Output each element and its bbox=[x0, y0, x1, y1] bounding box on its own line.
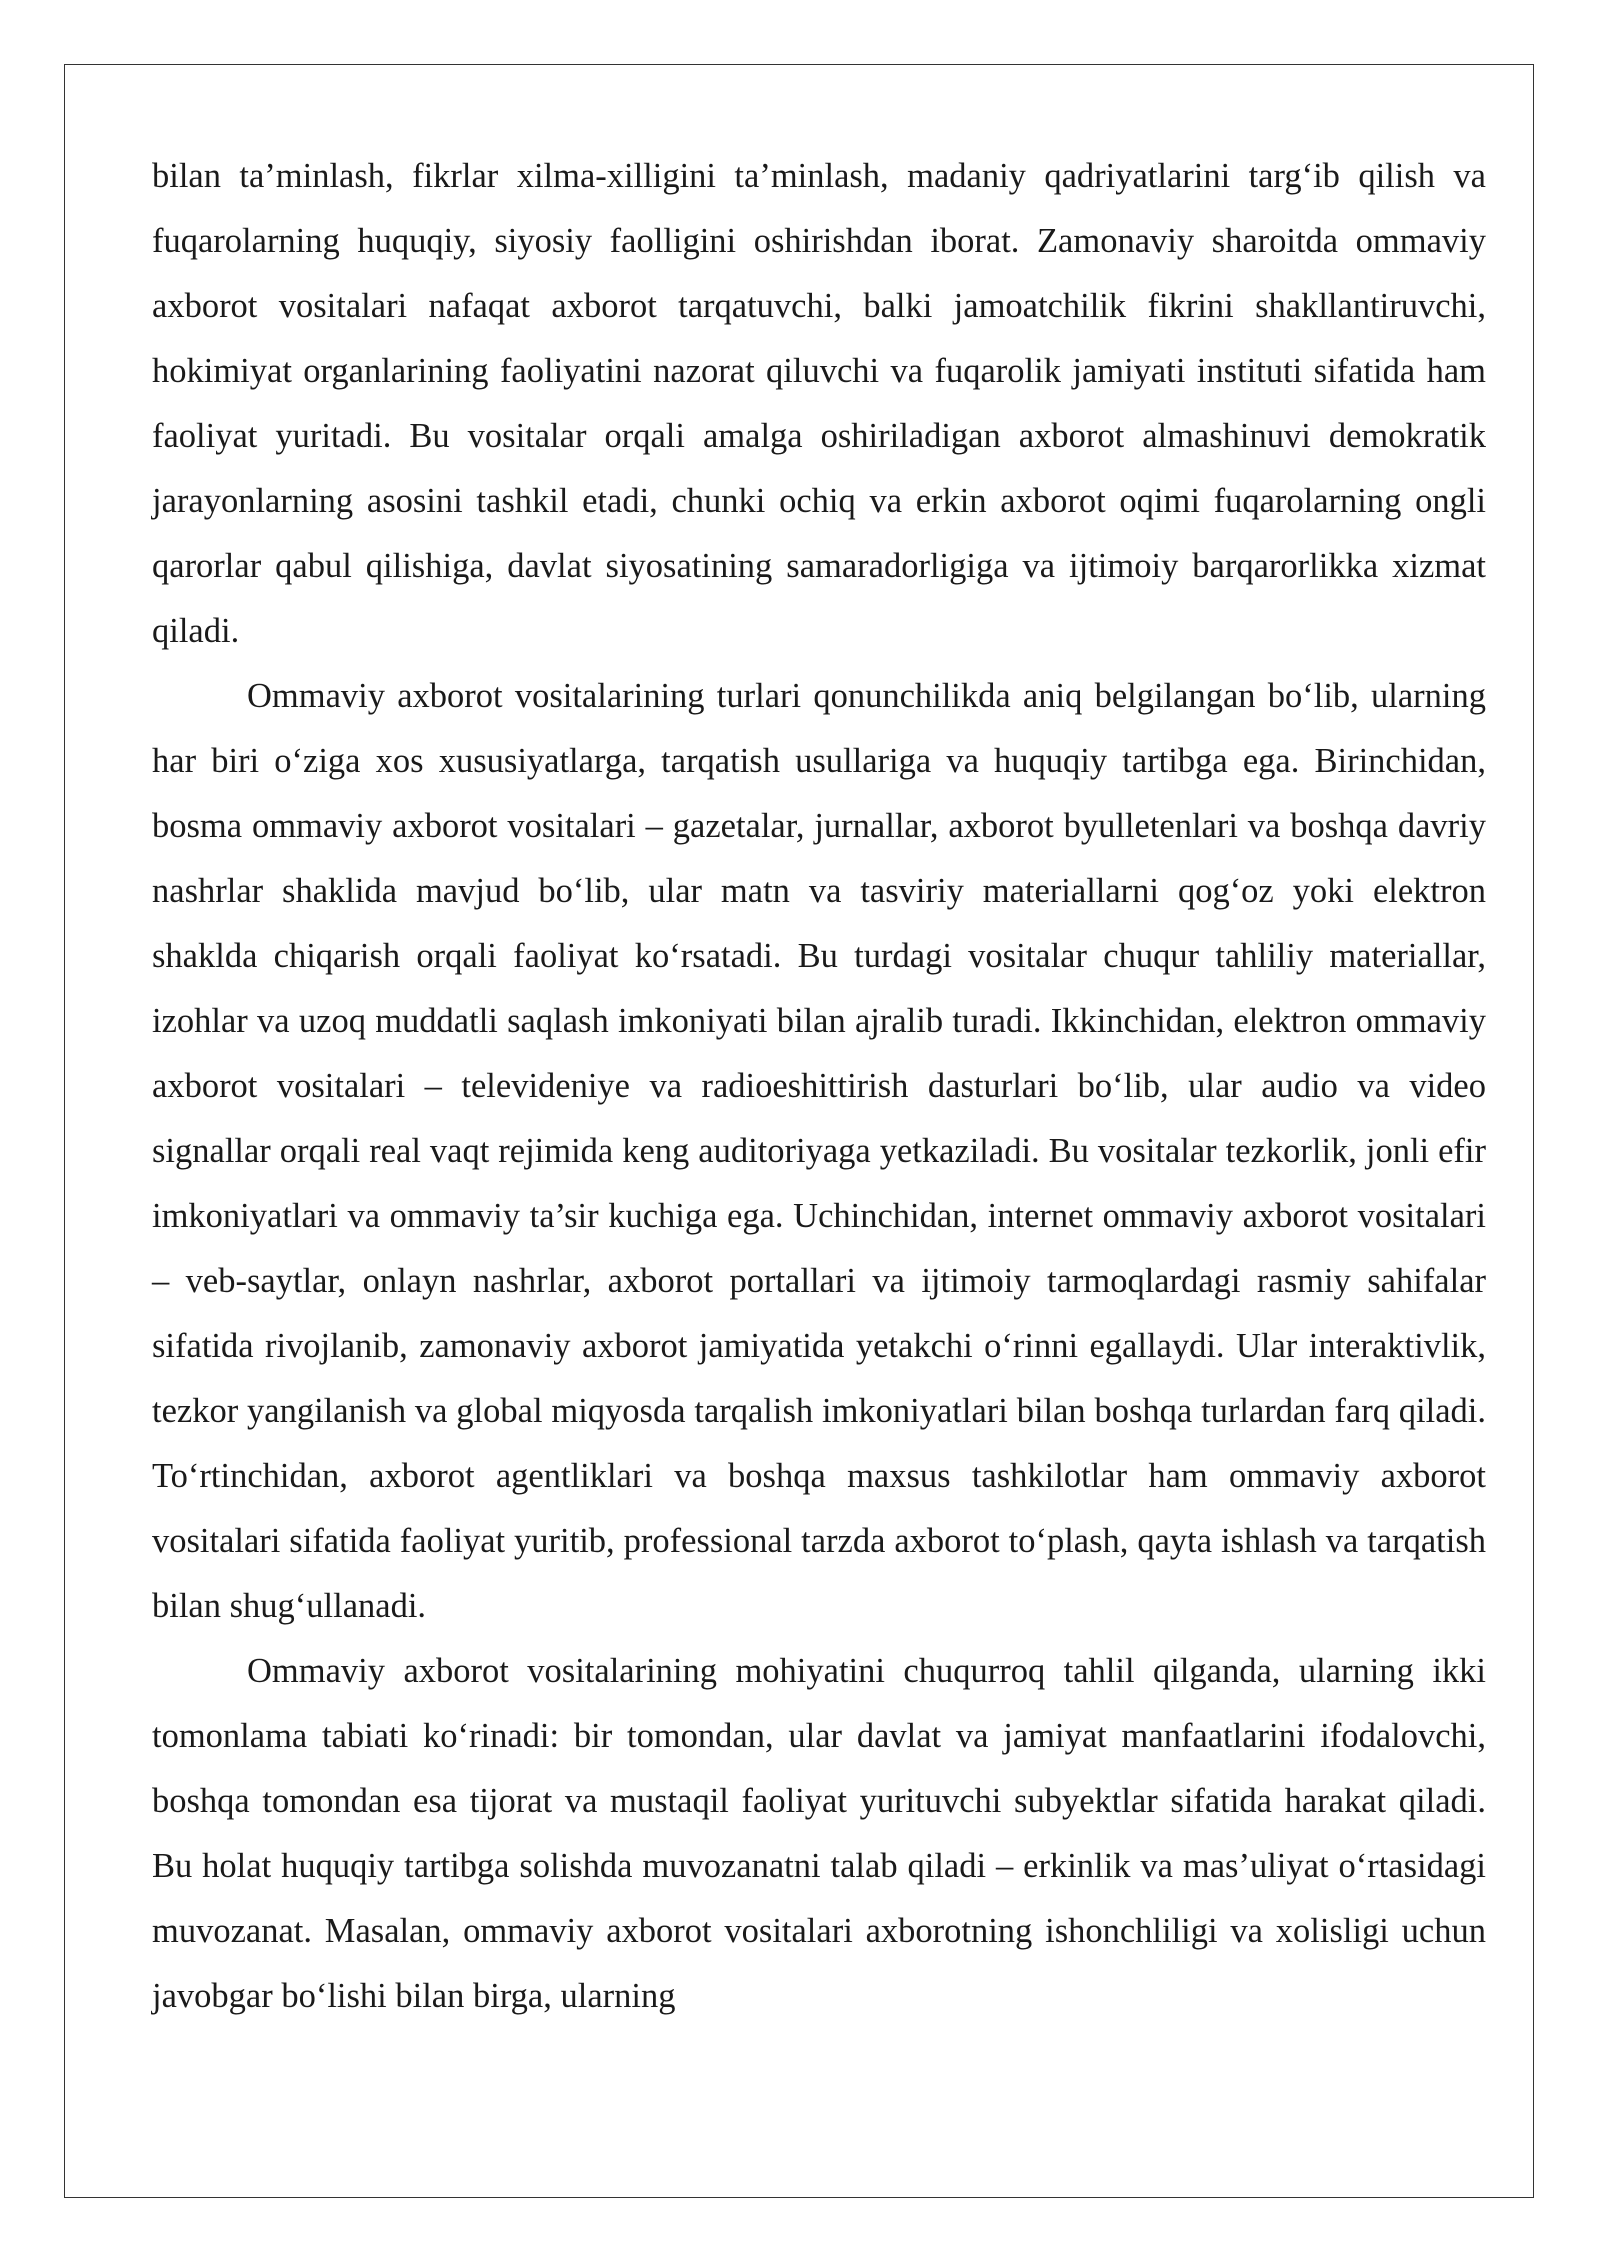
paragraph-3: Ommaviy axborot vositalarining mohiyatini chuqurroq tahlil qilganda, ularning ikki tomonlama tabiati ko‘rinadi: bir tomondan, ular davlat va jamiyat manfaatlarini ifodalovchi, boshqa tomondan esa tijorat va mustaqil faoliyat yurituvchi subyektlar sifatida harakat qiladi. Bu holat huquqiy tartibga solishda muvozanatni talab qiladi – erkinlik va mas’uliyat o‘rtasidagi muvozanat. Masalan, ommaviy axborot vositalari axborotning ishonchliligi va xolisligi uchun javobgar bo‘lishi bilan birga, ularning bbox=[152, 1652, 1486, 2015]
document-body bbox=[152, 144, 1486, 2029]
paragraph-2: Ommaviy axborot vositalarining turlari qonunchilikda aniq belgilangan bo‘lib, ularning har biri o‘ziga xos xususiyatlarga, tarqatish usullariga va huquqiy tartibga ega. Birinchidan, bosma ommaviy axborot vositalari – gazetalar, jurnallar, axborot byulletenlari va boshqa davriy nashrlar shaklida mavjud bo‘lib, ular matn va tasviriy materiallarni qog‘oz yoki elektron shaklda chiqarish orqali faoliyat ko‘rsatadi. Bu turdagi vositalar chuqur tahliliy materiallar, izohlar va uzoq muddatli saqlash imkoniyati bilan ajralib turadi. Ikkinchidan, elektron ommaviy axborot vositalari – televideniye va radioeshittirish dasturlari bo‘lib, ular audio va video signallar orqali real vaqt rejimida keng auditoriyaga yetkaziladi. Bu vositalar tezkorlik, jonli efir imkoniyatlari va ommaviy ta’sir kuchiga ega. Uchinchidan, internet ommaviy axborot vositalari – veb-saytlar, onlayn nashrlar, axborot portallari va ijtimoiy tarmoqlardagi rasmiy sahifalar sifatida rivojlanib, zamonaviy axborot jamiyatida yetakchi o‘rinni egallaydi. Ular interaktivlik, tezkor yangilanish va global miqyosda tarqalish imkoniyatlari bilan boshqa turlardan farq qiladi. To‘rtinchidan, axborot agentliklari va boshqa maxsus tashkilotlar ham ommaviy axborot vositalari sifatida faoliyat yuritib, professional tarzda axborot to‘plash, qayta ishlash va tarqatish bilan shug‘ullanadi. bbox=[152, 677, 1486, 1625]
paragraph-1: bilan ta’minlash, fikrlar xilma-xilligini ta’minlash, madaniy qadriyatlarini targ‘ib qilish va fuqarolarning huquqiy, siyosiy faolligini oshirishdan iborat. Zamonaviy sharoitda ommaviy axborot vositalari nafaqat axborot tarqatuvchi, balki jamoatchilik fikrini shakllantiruvchi, hokimiyat organlarining faoliyatini nazorat qiluvchi va fuqarolik jamiyati instituti sifatida ham faoliyat yuritadi. Bu vositalar orqali amalga oshiriladigan axborot almashinuvi demokratik jarayonlarning asosini tashkil etadi, chunki ochiq va erkin axborot oqimi fuqarolarning ongli qarorlar qabul qilishiga, davlat siyosatining samaradorligiga va ijtimoiy barqarorlikka xizmat qiladi. bbox=[152, 157, 1486, 650]
